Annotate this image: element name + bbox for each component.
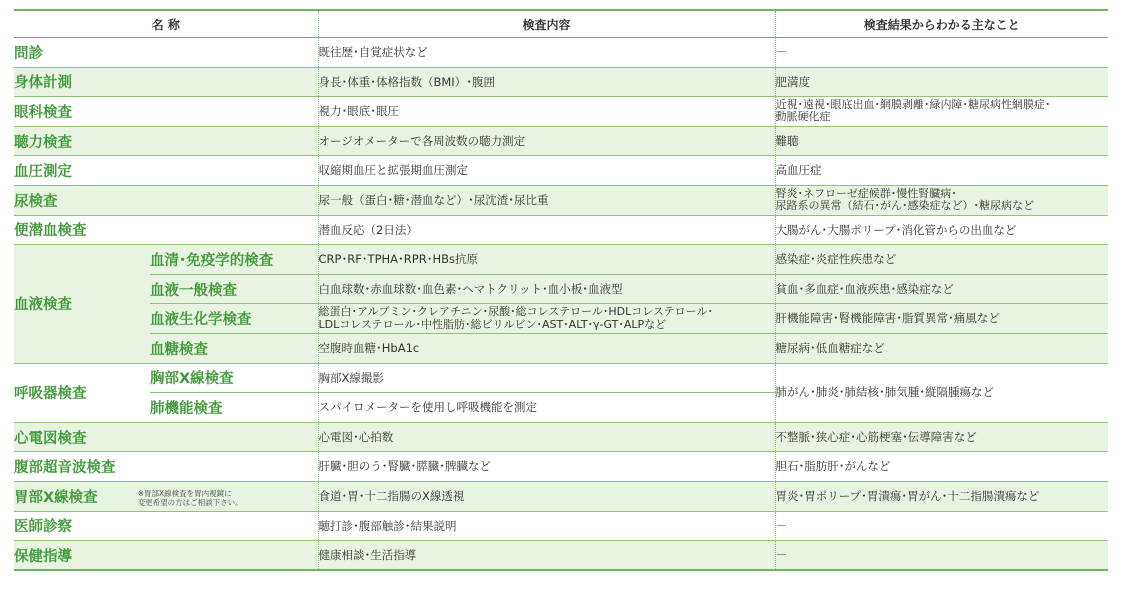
blood-item-name: 血液生化学検査 xyxy=(150,304,318,334)
row-result: 貧血･多血症･血液疾患･感染症など xyxy=(775,274,1108,304)
row-name: 腹部超音波検査 xyxy=(14,452,318,482)
row-content: 健康相談･生活指導 xyxy=(318,541,775,571)
row-result: － xyxy=(775,541,1108,571)
header-result: 検査結果からわかる主なこと xyxy=(775,10,1108,38)
table-row xyxy=(14,304,1108,334)
table-row xyxy=(14,541,1108,571)
respiratory-item-name: 胸部X線検査 xyxy=(150,363,318,393)
row-result: 感染症･炎症性疾患など xyxy=(775,245,1108,275)
row-name: 医師診察 xyxy=(14,511,318,541)
row-content: 総蛋白･アルブミン･クレアチニン･尿酸･総コレステロール･HDLコレステロール･ LDLコレステロール･中性脂肪･総ビリルビン･AST･ALT･γ-GT･ALPなど xyxy=(318,304,775,334)
row-result: 腎炎･ネフローゼ症候群･慢性腎臓病･ 尿路系の異常（結石･がん･感染症など）･糖尿病など xyxy=(775,185,1108,215)
row-content: 尿一般（蛋白･糖･潜血など）･尿沈渣･尿比重 xyxy=(318,185,775,215)
table-row xyxy=(14,156,1108,186)
row-result: 肝機能障害･腎機能障害･脂質異常･痛風など xyxy=(775,304,1108,334)
blood-group-name: 血液検査 xyxy=(14,245,150,363)
row-name: 血圧測定 xyxy=(14,156,318,186)
table-row xyxy=(14,511,1108,541)
row-name: 便潜血検査 xyxy=(14,215,318,245)
blood-item-name: 血糖検査 xyxy=(150,333,318,363)
row-name: 心電図検査 xyxy=(14,422,318,452)
table-row xyxy=(14,245,1108,275)
respiratory-item-name: 肺機能検査 xyxy=(150,393,318,423)
row-result: 近視･遠視･眼底出血･網膜剥離･緑内障･糖尿病性網膜症･ 動脈硬化症 xyxy=(775,97,1108,127)
table-row xyxy=(14,333,1108,363)
table-row xyxy=(14,481,1108,511)
row-content: 身長･体重･体格指数（BMI）･腹囲 xyxy=(318,67,775,97)
blood-item-name: 血清･免疫学的検査 xyxy=(150,245,318,275)
table-row xyxy=(14,185,1108,215)
blood-item-name: 血液一般検査 xyxy=(150,274,318,304)
row-result: 不整脈･狭心症･心筋梗塞･伝導障害など xyxy=(775,422,1108,452)
row-content: オージオメーターで各周波数の聴力測定 xyxy=(318,126,775,156)
row-name: 保健指導 xyxy=(14,541,318,571)
row-result: 肺がん･肺炎･肺結核･肺気腫･縦隔腫瘍など xyxy=(775,363,1108,422)
row-content: 白血球数･赤血球数･血色素･ヘマトクリット･血小板･血液型 xyxy=(318,274,775,304)
row-content: CRP･RF･TPHA･RPR･HBs抗原 xyxy=(318,245,775,275)
row-result: 糖尿病･低血糖症など xyxy=(775,333,1108,363)
header-name: 名 称 xyxy=(14,10,318,38)
row-name: 聴力検査 xyxy=(14,126,318,156)
row-result: 胃炎･胃ポリープ･胃潰瘍･胃がん･十二指腸潰瘍など xyxy=(775,481,1108,511)
row-content: スパイロメーターを使用し呼吸機能を測定 xyxy=(318,393,775,423)
table-row xyxy=(14,274,1108,304)
table-row xyxy=(14,97,1108,127)
table-row xyxy=(14,67,1108,97)
row-result: 高血圧症 xyxy=(775,156,1108,186)
respiratory-group-name: 呼吸器検査 xyxy=(14,363,150,422)
stomach-row-name xyxy=(14,481,318,511)
table-row xyxy=(14,452,1108,482)
table-row xyxy=(14,363,1108,393)
row-content: 食道･胃･十二指腸のX線透視 xyxy=(318,481,775,511)
row-result: 胆石･脂肪肝･がんなど xyxy=(775,452,1108,482)
row-result: 難聴 xyxy=(775,126,1108,156)
row-content: 視力･眼底･眼圧 xyxy=(318,97,775,127)
row-content: 空腹時血糖･HbA1c xyxy=(318,333,775,363)
row-result: 肥満度 xyxy=(775,67,1108,97)
header-content: 検査内容 xyxy=(318,10,775,38)
table-row xyxy=(14,38,1108,68)
row-content: 胸部X線撮影 xyxy=(318,363,775,393)
header-row xyxy=(14,10,1108,38)
table-row xyxy=(14,422,1108,452)
table-row xyxy=(14,126,1108,156)
row-content: 心電図･心拍数 xyxy=(318,422,775,452)
row-content: 聴打診･腹部触診･結果説明 xyxy=(318,511,775,541)
row-name: 身体計測 xyxy=(14,67,318,97)
stomach-note: ※胃部X線検査を胃内視鏡に 変更希望の方はご相談下さい。 xyxy=(137,488,243,507)
table-row xyxy=(14,215,1108,245)
row-name: 胃部X線検査 xyxy=(14,489,98,506)
row-result: － xyxy=(775,38,1108,68)
row-name: 尿検査 xyxy=(14,185,318,215)
row-content: 既往歴･自覚症状など xyxy=(318,38,775,68)
row-result: － xyxy=(775,511,1108,541)
row-content: 肝臓･胆のう･腎臓･膵臓･脾臓など xyxy=(318,452,775,482)
row-content: 収縮期血圧と拡張期血圧測定 xyxy=(318,156,775,186)
row-name: 眼科検査 xyxy=(14,97,318,127)
row-content: 潜血反応（2日法） xyxy=(318,215,775,245)
row-name: 問診 xyxy=(14,38,318,68)
row-result: 大腸がん･大腸ポリープ･消化管からの出血など xyxy=(775,215,1108,245)
exam-table xyxy=(14,9,1108,571)
